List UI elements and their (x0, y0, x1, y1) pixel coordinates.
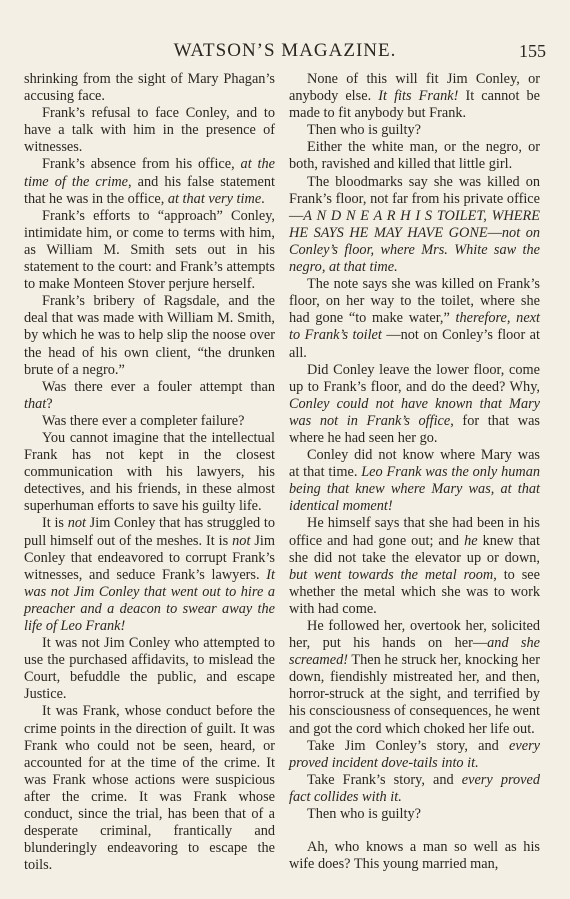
paragraph: Frank’s absence from his office, at the time of the crime, and his false statement that he was in the office, at that very time. (24, 156, 275, 207)
paragraph: Did Conley leave the lower floor, come up to Frank’s floor, and do the deed? Why, Conley could not have known that Mary was not in Frank’s office, for that was where he had seen her go. (289, 361, 540, 446)
italic-emphasis: It was not Jim Conley that went out to hire a preacher and a deacon to swear away the life of Leo Frank! (24, 566, 275, 634)
italic-emphasis: at the time of the crime (24, 156, 275, 190)
paragraph: Either the white man, or the negro, or both, ravished and killed that little girl. (289, 139, 540, 173)
italic-emphasis: A N D N E A R H I S TOILET, WHERE HE SAYS HE MAY HAVE GONE (289, 207, 540, 241)
italic-emphasis: and she screamed! (289, 635, 540, 669)
paragraph: Then who is guilty? (307, 122, 421, 139)
paragraph: Frank’s bribery of Ragsdale, and the deal that was made with William M. Smith, by which he was to help slip the noose over the head of his own client, “the drunken brute of a negro.” (24, 293, 275, 378)
paragraph: shrinking from the sight of Mary Phagan’s accusing face. (24, 71, 275, 105)
italic-emphasis: not (232, 532, 251, 549)
running-title: WATSON’S MAGAZINE. (173, 40, 397, 61)
paragraph: Ah, who knows a man so well as his wife does? This young married man, (289, 839, 540, 873)
italic-emphasis: It fits Frank! (378, 88, 459, 105)
paragraph: Was there ever a fouler attempt than that? (24, 378, 275, 412)
italic-emphasis: not (67, 515, 86, 532)
page-header (24, 40, 546, 62)
page-number: 155 (519, 41, 546, 61)
italic-emphasis: that (24, 395, 47, 412)
italic-emphasis: therefore, next to Frank’s toilet (289, 310, 540, 344)
paragraph: The bloodmarks say she was killed on Frank’s floor, not far from his private office—A N D N E A R H I S TOILET, WHERE HE SAYS HE MAY HAVE GONE—not on Conley’s floor, where Mrs. White saw the negro, at that time. (289, 173, 541, 276)
right-column (289, 71, 540, 873)
paragraph: He himself says that she had been in his office and had gone out; and he knew that she did not take the elevator up or down, but went towards the metal room, to see whether the metal which she was to work with had come. (289, 515, 540, 617)
paragraph: Take Jim Conley’s story, and every proved incident dove-tails into it. (289, 737, 540, 771)
paragraph: Was there ever a completer failure? (42, 412, 245, 429)
paragraph: You cannot imagine that the intellectual Frank has not kept in the closest communication with his lawyers, his detectives, and his friends, in these almost superhuman efforts to save his guilty life. (24, 429, 275, 515)
italic-emphasis: every proved fact collides with it. (289, 771, 540, 805)
italic-emphasis: at that very time (167, 190, 262, 207)
paragraph: Conley did not know where Mary was at that time. Leo Frank was the only human being that knew where Mary was, at that identical moment! (289, 447, 540, 515)
italic-emphasis: he (464, 532, 478, 549)
paragraph: None of this will fit Jim Conley, or anybody else. It fits Frank! It cannot be made to fit anybody but Frank. (289, 71, 541, 122)
paragraph: He followed her, overtook her, solicited her, put his hands on her—and she screamed! Then he struck her, knocking her down, fiendishly mistreated her, and then, horror-struck at the sight, and terrified by his consciousness of consequences, he went and got the cord which choked her life out. (289, 618, 540, 737)
paragraph: Frank’s refusal to face Conley, and to have a talk with him in the presence of witnesses. (24, 105, 275, 156)
italic-emphasis: Conley could not have known that Mary was not in Frank’s office (289, 395, 540, 429)
italic-emphasis: Leo Frank was the only human being that knew where Mary was, at that identical moment! (289, 464, 540, 515)
paragraph: Then who is guilty? (307, 806, 421, 823)
left-column (24, 71, 275, 874)
paragraph: The note says she was killed on Frank’s floor, on her way to the toilet, where she had gone “to make water,” therefore, next to Frank’s toilet —not on Conley’s floor at all. (289, 276, 540, 361)
paragraph: Frank’s efforts to “approach” Conley, intimidate him, or come to terms with him, as William M. Smith sets out in his statement to the court: and Frank’s attempts to make Monteen Stover perjure herself. (24, 207, 275, 293)
italic-emphasis: not on Conley’s floor, where Mrs. White saw the negro, at that time. (289, 224, 541, 276)
paragraph: It was Frank, whose conduct before the crime points in the direction of guilt. It was Frank who could not be seen, heard, or accounted for at the time of the crime. It was Frank whose actions were suspicious after the crime. It was Frank whose conduct, since the trial, has been that of a desperate criminal, frantically and blunderingly endeavoring to escape the toils. (24, 703, 275, 874)
paragraph: It was not Jim Conley who attempted to use the purchased affidavits, to mislead the Court, befuddle the public, and escape Justice. (24, 635, 275, 703)
paragraph: It is not Jim Conley that has struggled to pull himself out of the meshes. It is not Jim Conley that endeavored to corrupt Frank’s witnesses, and seduce Frank’s lawyers. It was not Jim Conley that went out to hire a preacher and a deacon to swear away the life of Leo Frank! (24, 515, 276, 634)
italic-emphasis: but went towards the metal room (289, 566, 494, 583)
italic-emphasis: every proved incident dove-tails into it. (289, 737, 540, 771)
paragraph: Take Frank’s story, and every proved fact collides with it. (289, 771, 540, 805)
